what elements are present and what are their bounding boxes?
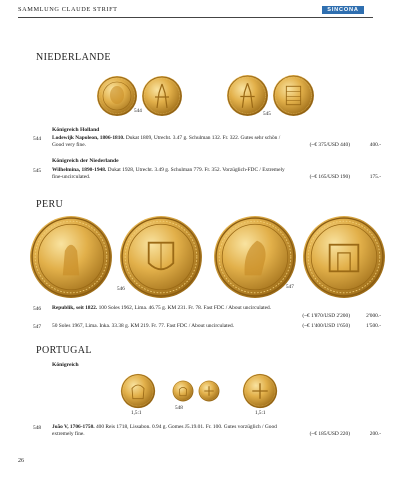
lot-545-text: Dukat 1928, Utrecht. 3.49 g. Schulman 779. Fr. 352. Vorzüglich-FDC / Extremely [106, 167, 285, 173]
running-header: SAMMLUNG CLAUDE STRIFT [18, 6, 118, 13]
scale-label-right: 1,5:1 [255, 410, 266, 416]
lot-number-546: 546 [33, 306, 42, 312]
coin-547-reverse [301, 214, 387, 300]
lot-546-estimate: (~€ 1'870/USD 2'200) [302, 313, 350, 319]
coin-548-reverse [198, 380, 220, 402]
coin-546-obverse [28, 214, 114, 300]
coin-544-obverse [96, 75, 138, 117]
subhead-koenigreich-niederlande: Königreich der Niederlande [52, 158, 119, 164]
section-title-niederlande: NIEDERLANDE [36, 52, 111, 63]
subhead-koenigreich: Königreich [52, 362, 79, 368]
caption-547: 547 [286, 284, 294, 290]
section-title-portugal: PORTUGAL [36, 345, 92, 356]
caption-545: 545 [263, 111, 271, 117]
lot-544-text: Dukat 1809, Utrecht. 3.47 g. Schulman 132. Fr. 322. Gutes sehr schön / [124, 135, 281, 141]
lot-number-544: 544 [33, 136, 42, 142]
coin-545-reverse [272, 74, 315, 117]
lot-544-estimate: (~€ 375/USD 440) [309, 142, 350, 148]
coin-548-obverse [172, 380, 194, 402]
lot-545-grade: fine-uncirculated. [52, 174, 91, 181]
lot-548-price: 200.- [369, 431, 381, 437]
lot-545-estimate: (~€ 165/USD 190) [309, 174, 350, 180]
subhead-koenigreich-holland: Königreich Holland [52, 127, 100, 133]
lot-545-price: 175.- [369, 174, 381, 180]
caption-544: 544 [134, 108, 142, 114]
lot-547-price: 1'500.- [366, 323, 381, 329]
lot-number-545: 545 [33, 168, 42, 174]
header-rule [18, 17, 373, 18]
lot-546-description [52, 305, 352, 312]
lot-number-548: 548 [33, 425, 42, 431]
coin-548-reverse-enlarged [242, 373, 278, 409]
lot-546-price: 2'000.- [366, 313, 381, 319]
lot-548-text: 400 Reis 1718, Lissabon. 0.94 g. Gomes J5.19.01. Fr. 100. Gutes vorzüglich / Good [94, 424, 277, 430]
lot-546-ruler: Republik, seit 1822. [52, 305, 98, 311]
coin-546-reverse [118, 214, 204, 300]
scale-label-left: 1,5:1 [131, 410, 142, 416]
lot-548-ruler: João V, 1706-1750. [52, 424, 95, 430]
lot-547-estimate: (~€ 1'400/USD 1'650) [302, 323, 350, 329]
lot-544-price: 400.- [369, 142, 381, 148]
lot-544-grade: Good very fine. [52, 142, 86, 149]
caption-546: 546 [117, 286, 125, 292]
caption-548: 548 [175, 405, 183, 411]
lot-547-description: 50 Soles 1967, Lima. Inka. 33.38 g. KM 219. Fr. 77. Fast FDC / About uncirculated. [52, 323, 235, 329]
coin-548-obverse-enlarged [120, 373, 156, 409]
sincona-logo: SINCONA [322, 6, 364, 14]
page-number: 26 [18, 458, 24, 464]
lot-548-estimate: (~€ 185/USD 220) [309, 431, 350, 437]
lot-number-547: 547 [33, 324, 42, 330]
lot-545-ruler: Wilhelmina, 1890-1948. [52, 167, 107, 173]
section-title-peru: PERU [36, 199, 64, 210]
lot-544-ruler: Lodewijk Napoleon, 1806-1810. [52, 135, 125, 141]
coin-544-reverse [141, 75, 183, 117]
lot-546-text: 100 Soles 1962, Lima. 46.75 g. KM 231. Fr. 78. Fast FDC / About uncirculated. [97, 305, 272, 311]
lot-548-grade: extremely fine. [52, 431, 85, 438]
